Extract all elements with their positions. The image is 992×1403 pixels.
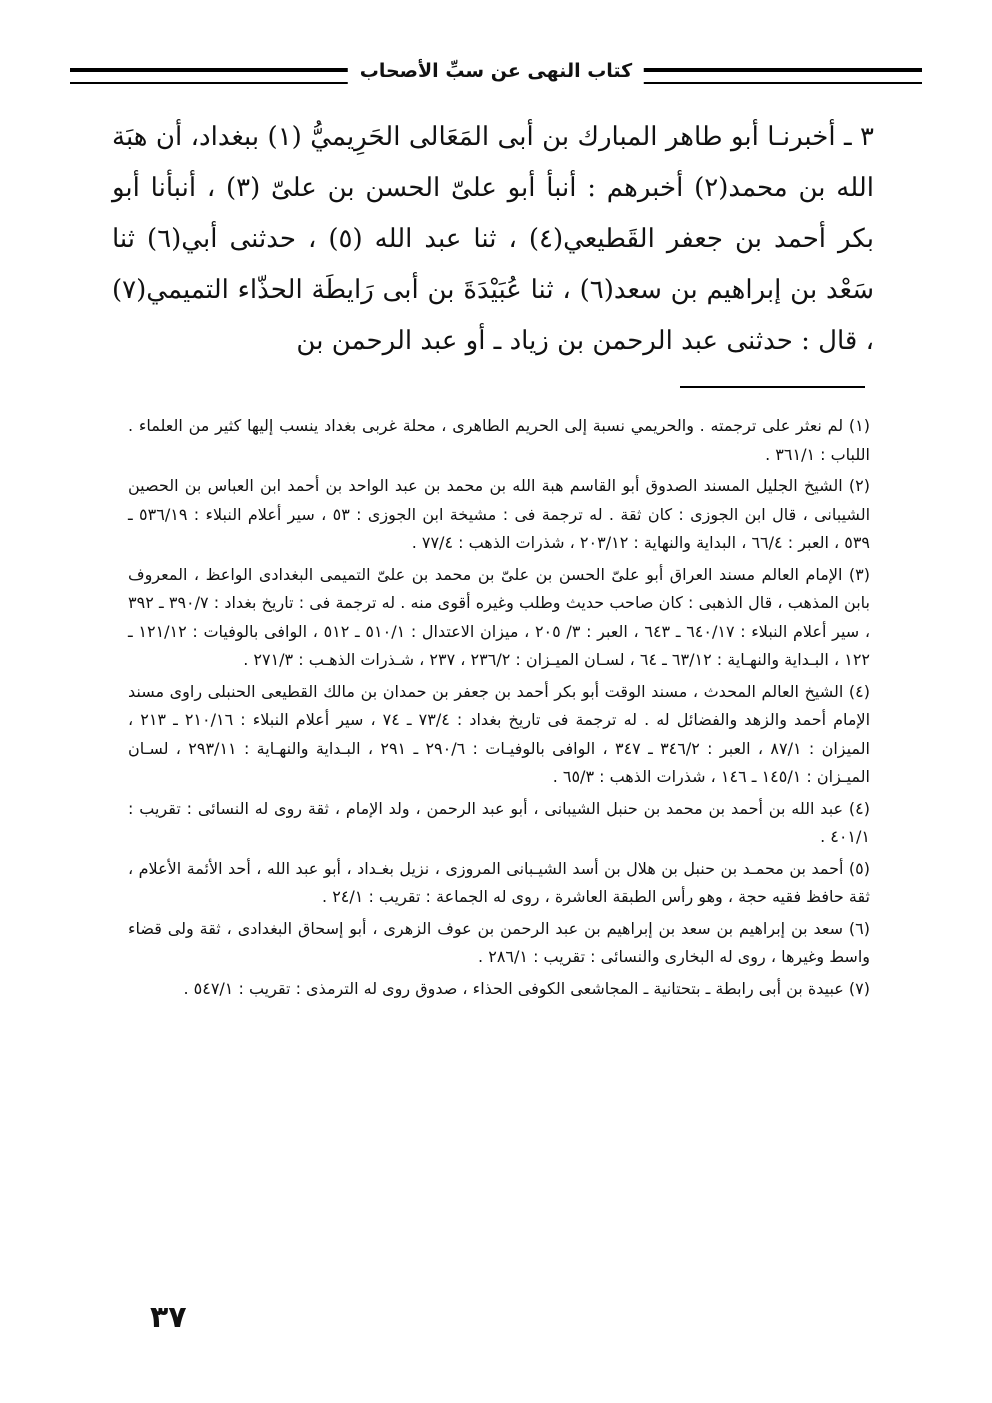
running-header (70, 58, 922, 92)
footnote-6: (٦) سعد بن إبراهيم بن سعد بن إبراهيم بن عبد الرحمن بن عوف الزهرى ، أبو إسحاق البغدادى ، ثقة ولى قضاء واسط وغيرها ، روى له البخارى والنسائى : تقريب : ٢٨٦/١ . (128, 918, 870, 966)
footnote-7: (٧) عبيدة بن أبى رابطة ـ بتحتانية ـ المجاشعى الكوفى الحذاء ، صدوق روى له الترمذى : تقريب : ٥٤٧/١ . (183, 978, 870, 998)
footnote-4: (٤) الشيخ العالم المحدث ، مسند الوقت أبو بكر أحمد بن جعفر بن حمدان بن مالك القطيعى الحنبلى راوى مسند الإمام أحمد والزهد والفضائل له . له ترجمة فى تاريخ بغداد : ٧٣/٤ ـ ٧٤ ، سير أعلام النبلاء : ٢١٠/١٦ ـ ٢١٣ ، الميزان : ٨٧/١ ، العبر : ٣٤٦/٢ ـ ٣٤٧ ، الوافى بالوفيـات : ٢٩٠/٦ ـ ٢٩١ ، البـداية والنهـاية : ٢٩٣/١١ ، لسـان الميـزان : ١٤٥/١ ـ ١٤٦ ، شذرات الذهب : ٦٥/٣ . (128, 681, 871, 786)
footnote-separator (680, 386, 865, 388)
footnote-2: (٢) الشيخ الجليل المسند الصدوق أبو القاسم هبة الله بن محمد بن عبد الواحد بن أحمد ابن العباس بن الحصين الشيبانى ، قال ابن الجوزى : كان ثقة . له ترجمة فى : مشيخة ابن الجوزى : ٥٣ ، سير أعلام النبلاء : ٥٣٦/١٩ ـ ٥٣٩ ، العبر : ٦٦/٤ ، البداية والنهاية : ٢٠٣/١٢ ، شذرات الذهب : ٧٧/٤ . (128, 476, 871, 552)
main-text (112, 112, 874, 367)
footnote-1: (١) لم نعثر على ترجمته . والحريمي نسبة إلى الحريم الطاهرى ، محلة غربى بغداد ينسب إليها كثير من العلماء . اللباب : ٣٦١/١ . (128, 416, 870, 464)
footnote-3: (٣) الإمام العالم مسند العراق أبو علىّ الحسن بن علىّ بن محمد بن علىّ التميمى البغدادى الواعظ ، المعروف بابن المذهب ، قال الذهبى : كان صاحب حديث وطلب وغيره أقوى منه . له ترجمة فى : تاريخ بغداد : ٣٩٠/٧ ـ ٣٩٢ ، سير أعلام النبلاء : ٦٤٠/١٧ ـ ٦٤٣ ، العبر : ٣/ ٢٠٥ ، ميزان الاعتدال : ٥١٠/١ ـ ٥١٢ ، الوافى بالوفيات : ١٢١/١٢ ـ ١٢٢ ، البـداية والنهـاية : ٦٣/١٢ ـ ٦٤ ، لسـان الميـزان : ٢٣٦/٢ ، ٢٣٧ ، شـذرات الذهـب : ٢٧١/٣ . (128, 564, 871, 669)
footnotes (128, 412, 870, 1006)
hadith-paragraph: ٣ ـ أخبرنـا أبو طاهر المبارك بن أبى المَعَالى الحَرِيميُّ (١) ببغداد، أن هبَة الله بن محمد(٢) أخبرهم : أنبأ أبو علىّ الحسن بن علىّ (٣) ، أنبأنا أبو بكر أحمد بن جعفر القَطيعي(٤) ، ثنا عبد الله (٥) ، حدثنى أبي(٦) ثنا سَعْد بن إبراهيم بن سعد(٦) ، ثنا عُبَيْدَةَ بن أبى رَايطَة الحذّاء التميمي(٧) ، قال : حدثنى عبد الرحمن بن زياد ـ أو عبد الرحمن بن (112, 122, 874, 356)
page-number: ٣٧ (150, 1300, 187, 1335)
header-rule-left (70, 68, 390, 84)
header-title: كتاب النهى عن سبِّ الأصحاب (348, 58, 644, 84)
footnote-4b: (٤) عبد الله بن أحمد بن محمد بن حنبل الشيبانى ، أبو عبد الرحمن ، ولد الإمام ، ثقة روى له النسائى : تقريب : ٤٠١/١ . (128, 798, 870, 846)
footnote-5: (٥) أحمد بن محمـد بن حنبل بن هلال بن أسد الشيـبانى المروزى ، نزيل بغـداد ، أبو عبد الله ، أحد الأئمة الأعلام ، ثقة حافظ فقيه حجة ، وهو رأس الطبقة العاشرة ، روى له الجماعة : تقريب : ٢٤/١ . (128, 858, 870, 906)
